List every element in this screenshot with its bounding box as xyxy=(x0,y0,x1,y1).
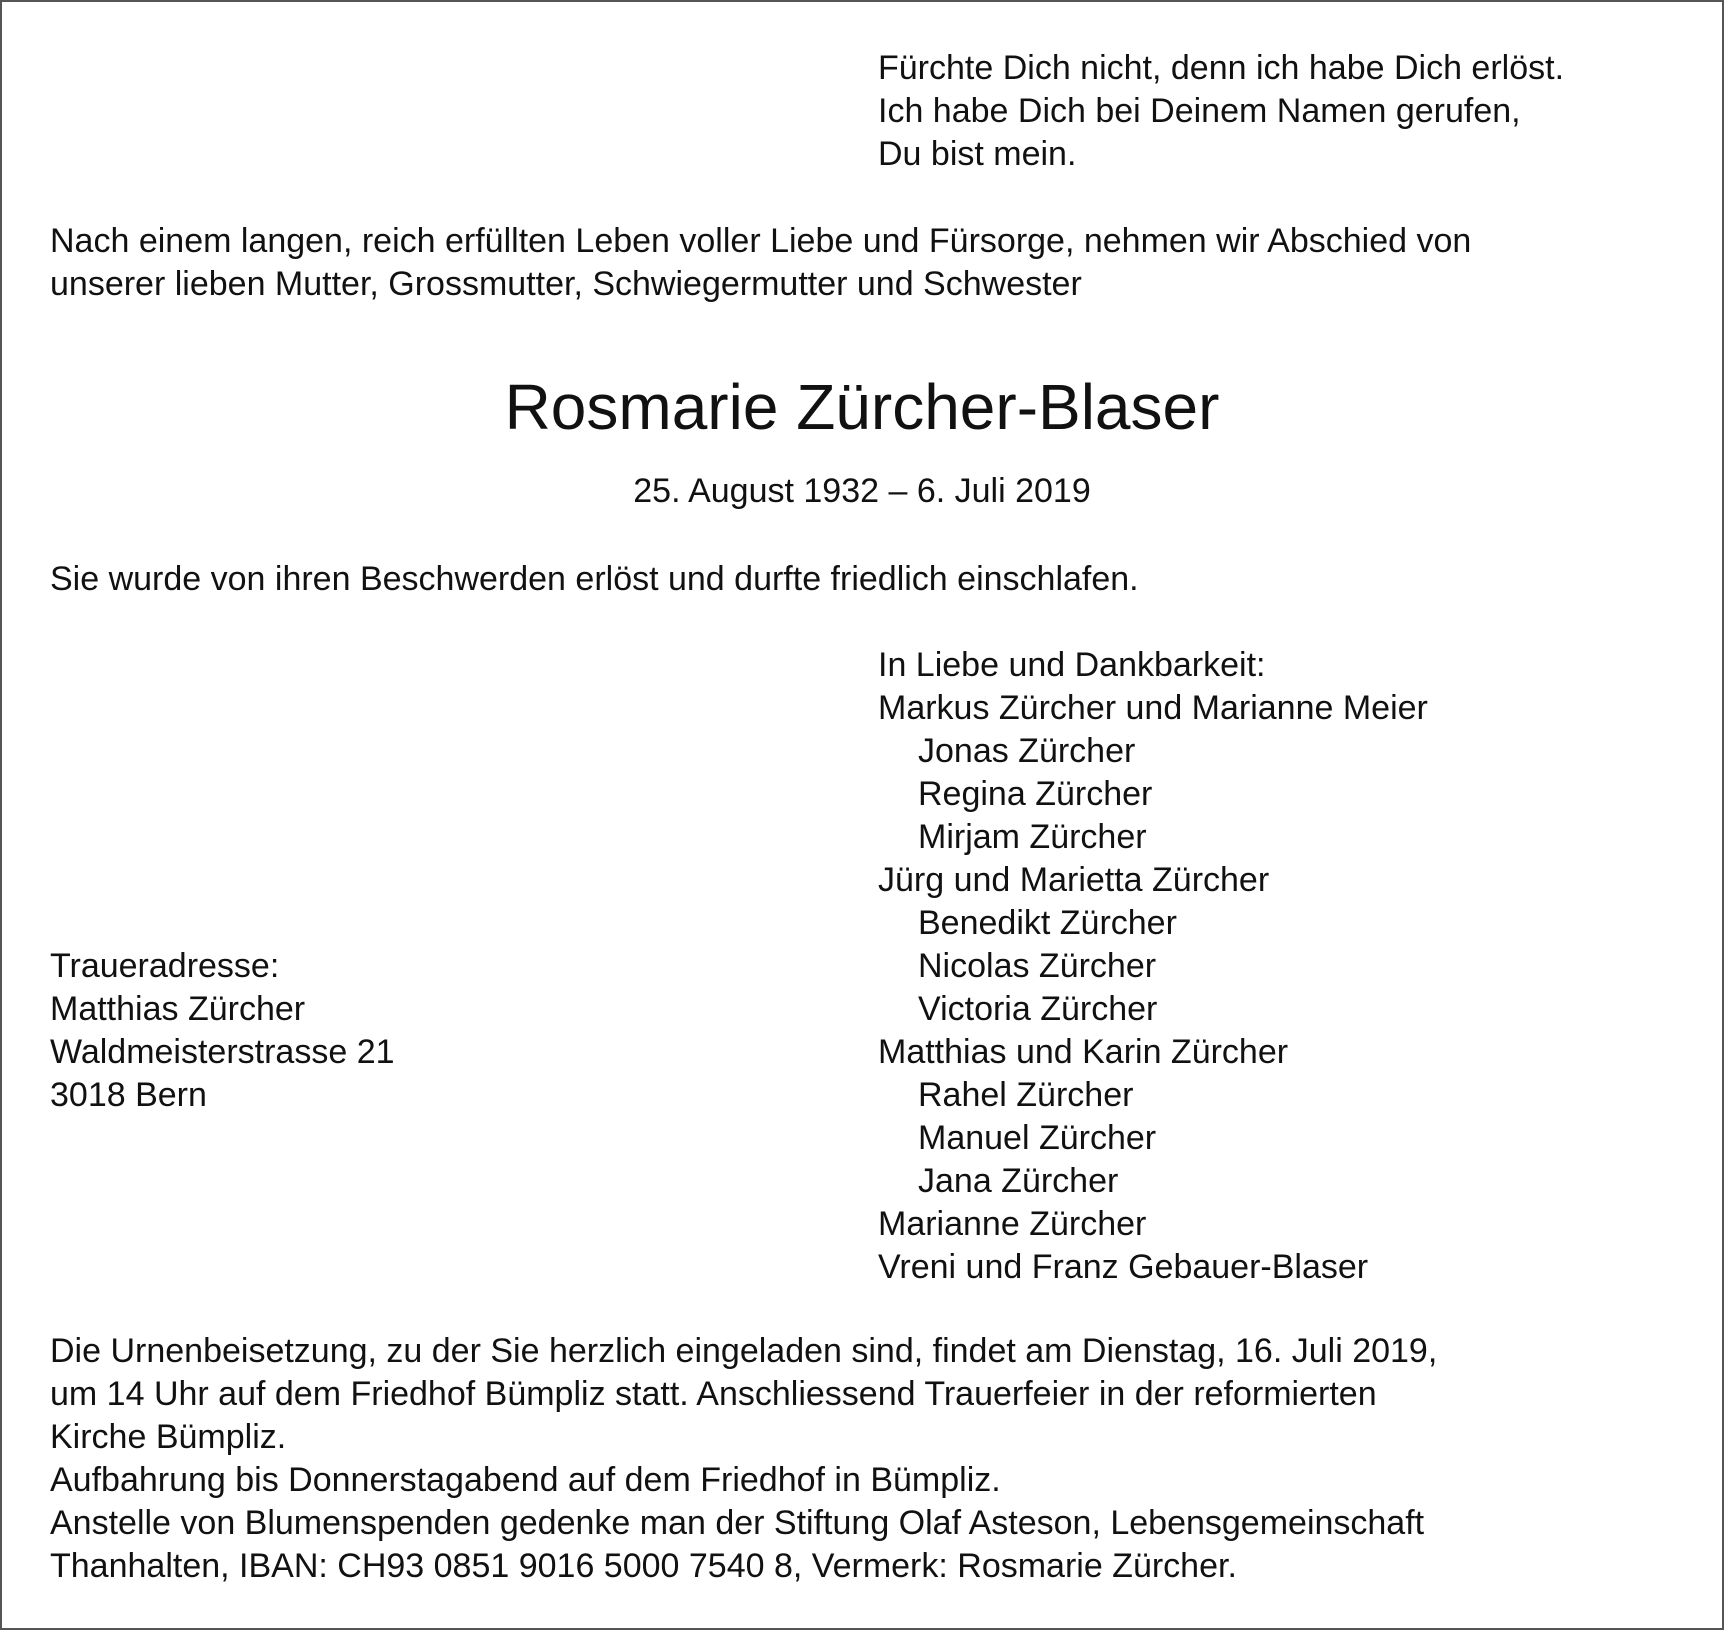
mourner-grandchild: Mirjam Zürcher xyxy=(918,818,1147,856)
service-information xyxy=(50,1330,1437,1588)
deceased-name: Rosmarie Zürcher-Blaser xyxy=(504,371,1220,443)
intro-paragraph xyxy=(50,220,1471,306)
mourner-family: Jürg und Marietta Zürcher xyxy=(878,861,1270,899)
service-line: Kirche Bümpliz. xyxy=(50,1418,287,1456)
verse-line: Ich habe Dich bei Deinem Namen gerufen, xyxy=(878,92,1521,130)
intro-line: Nach einem langen, reich erfüllten Leben voller Liebe und Fürsorge, nehmen wir Abschied von xyxy=(50,222,1472,260)
mourner-grandchild: Jonas Zürcher xyxy=(918,732,1136,770)
mourners-list xyxy=(878,644,1428,1289)
mourner-family: Matthias und Karin Zürcher xyxy=(878,1033,1289,1071)
life-dates: 25. August 1932 – 6. Juli 2019 xyxy=(633,472,1091,510)
mourner-grandchild: Nicolas Zürcher xyxy=(918,947,1157,985)
mourner-grandchild: Jana Zürcher xyxy=(918,1162,1119,1200)
mourner-grandchild: Rahel Zürcher xyxy=(918,1076,1134,1114)
verse-line: Fürchte Dich nicht, denn ich habe Dich erlöst. xyxy=(878,49,1565,87)
mourner-grandchild: Victoria Zürcher xyxy=(918,990,1158,1028)
address-name: Matthias Zürcher xyxy=(50,990,306,1028)
verse-line: Du bist mein. xyxy=(878,135,1077,173)
service-line: Anstelle von Blumenspenden gedenke man der Stiftung Olaf Asteson, Lebensgemeinschaft xyxy=(50,1504,1425,1542)
mourner-family: Marianne Zürcher xyxy=(878,1205,1147,1243)
bible-verse xyxy=(878,47,1564,176)
mourner-family: Markus Zürcher und Marianne Meier xyxy=(878,689,1428,727)
intro-line: unserer lieben Mutter, Grossmutter, Schwiegermutter und Schwester xyxy=(50,265,1082,303)
mourner-grandchild: Benedikt Zürcher xyxy=(918,904,1177,942)
mourner-grandchild: Manuel Zürcher xyxy=(918,1119,1157,1157)
service-line: Aufbahrung bis Donnerstagabend auf dem Friedhof in Bümpliz. xyxy=(50,1461,1001,1499)
address-city: 3018 Bern xyxy=(50,1076,207,1114)
relief-text: Sie wurde von ihren Beschwerden erlöst und durfte friedlich einschlafen. xyxy=(50,560,1139,598)
service-line: Die Urnenbeisetzung, zu der Sie herzlich eingeladen sind, findet am Dienstag, 16. Juli 2019, xyxy=(50,1332,1438,1370)
mourner-grandchild: Regina Zürcher xyxy=(918,775,1153,813)
service-line: um 14 Uhr auf dem Friedhof Bümpliz statt. Anschliessend Trauerfeier in der reformierten xyxy=(50,1375,1377,1413)
address-label: Traueradresse: xyxy=(50,947,280,985)
mourners-heading: In Liebe und Dankbarkeit: xyxy=(878,646,1266,684)
service-line: Thanhalten, IBAN: CH93 0851 9016 5000 7540 8, Vermerk: Rosmarie Zürcher. xyxy=(50,1547,1237,1585)
mourner-family: Vreni und Franz Gebauer-Blaser xyxy=(878,1248,1369,1286)
address-street: Waldmeisterstrasse 21 xyxy=(50,1033,395,1071)
mourning-address xyxy=(50,945,395,1117)
